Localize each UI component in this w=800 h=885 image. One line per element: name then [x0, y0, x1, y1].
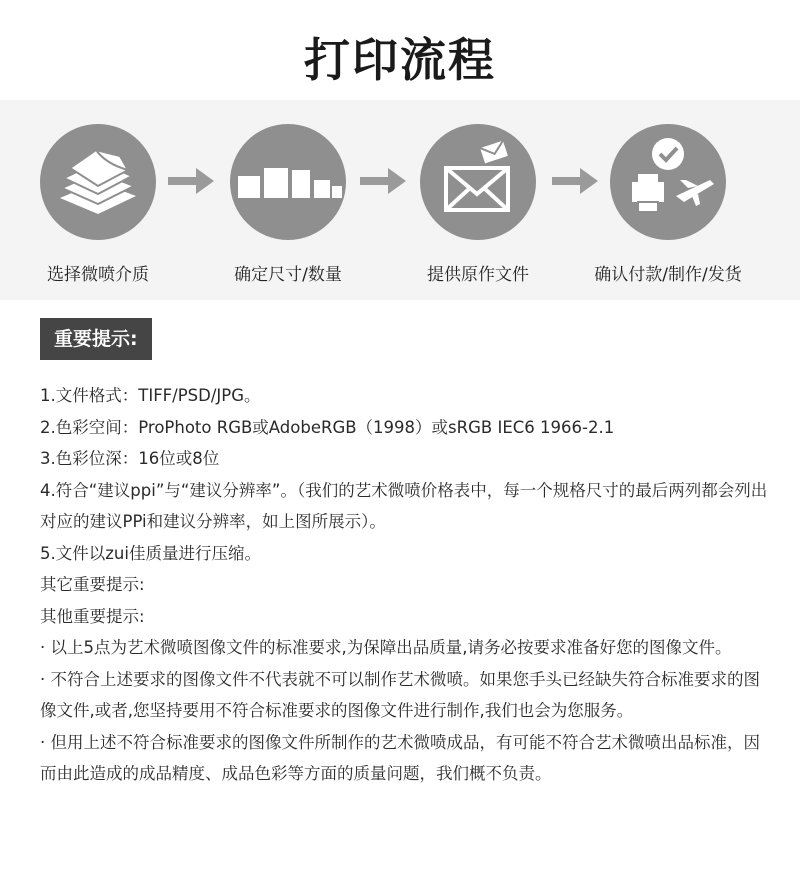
step-label: 确定尺寸/数量: [234, 265, 342, 285]
envelope-icon: [420, 124, 536, 240]
paper-stack-icon: [40, 124, 156, 240]
step-label: 确认付款/制作/发货: [594, 265, 742, 285]
step-label: 提供原作文件: [427, 265, 529, 285]
flow-step-size-quantity: [198, 124, 378, 285]
notice-line: · 但用上述不符合标准要求的图像文件所制作的艺术微喷成品，有可能不符合艺术微喷出品标准，因而由此造成的成品精度、成品色彩等方面的质量问题，我们概不负责。: [40, 732, 760, 783]
flow-step-confirm-ship: [578, 124, 758, 285]
notice-line: 4.符合“建议ppi”与“建议分辨率”。（我们的艺术微喷价格表中，每一个规格尺寸的最后两列都会列出对应的建议PPi和建议分辨率，如上图所展示）。: [40, 480, 768, 531]
notice-line: · 以上5点为艺术微喷图像文件的标准要求,为保障出品质量,请务必按要求准备好您的图像文件。: [40, 638, 732, 657]
flow-step-provide-file: [388, 124, 568, 285]
notice-line: 5.文件以zui佳质量进行压缩。: [40, 543, 261, 563]
printer-plane-check-icon: [610, 124, 726, 240]
notice-text: [40, 380, 770, 790]
flow-step-select-media: [8, 124, 188, 285]
notice-line: 3.色彩位深：16位或8位: [40, 449, 220, 468]
notice-line: 1.文件格式：TIFF/PSD/JPG。: [40, 386, 261, 405]
notice-line: 其他重要提示:: [40, 606, 145, 626]
important-notice-heading: 重要提示:: [40, 318, 152, 360]
notice-line: · 不符合上述要求的图像文件不代表就不可以制作艺术微喷。如果您手头已经缺失符合标准要求的图像文件,或者,您坚持要用不符合标准要求的图像文件进行制作,我们也会为您服务。: [40, 669, 760, 720]
step-label: 选择微喷介质: [47, 265, 149, 285]
notice-line: 其它重要提示:: [40, 575, 145, 594]
size-blocks-icon: [230, 124, 346, 240]
notice-line: 2.色彩空间：ProPhoto RGB或AdobeRGB（1998）或sRGB IEC6 1966-2.1: [40, 417, 615, 437]
page-title: 打印流程: [304, 33, 496, 87]
